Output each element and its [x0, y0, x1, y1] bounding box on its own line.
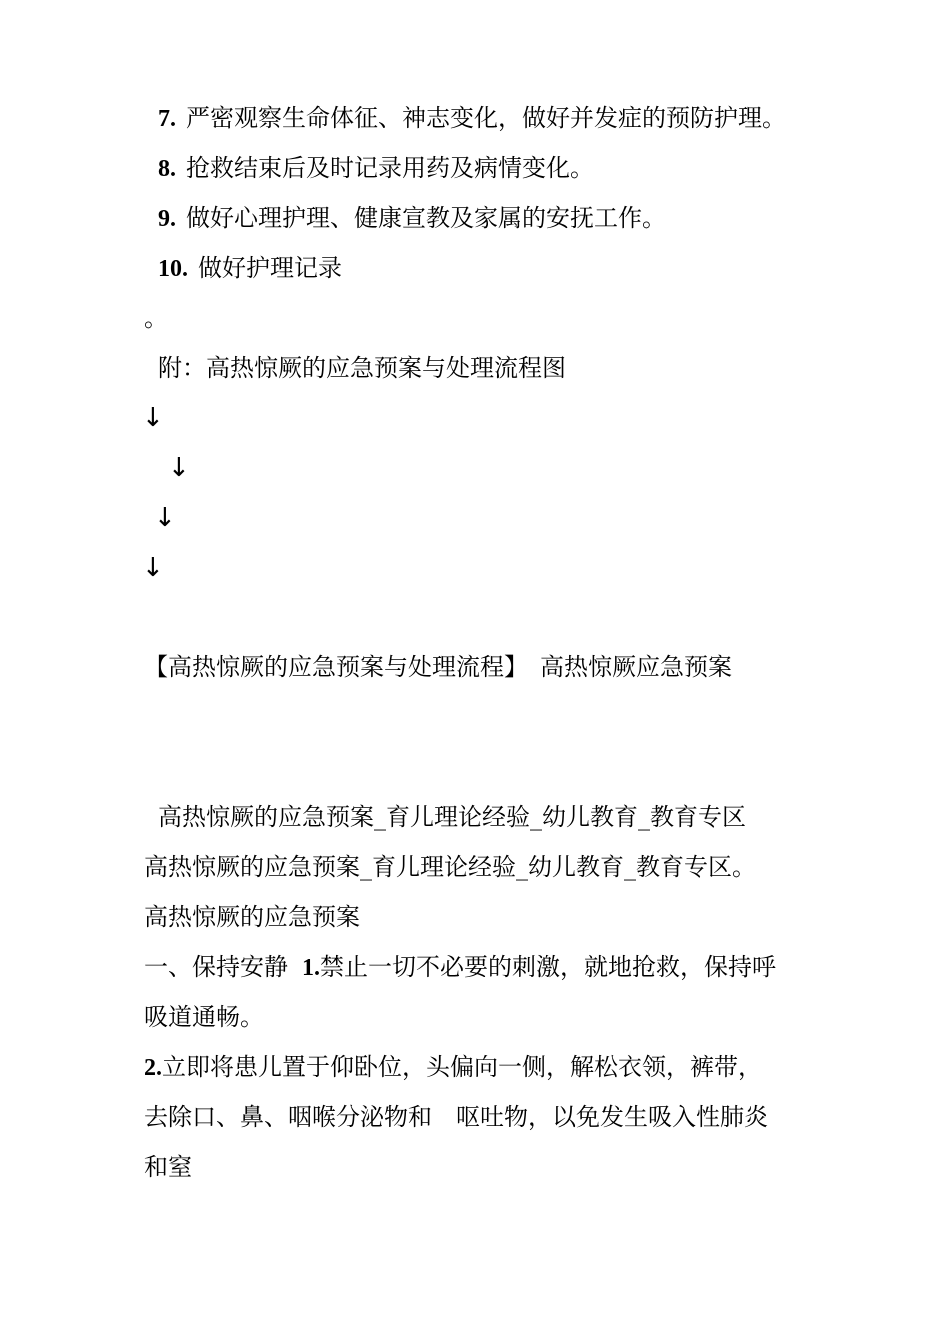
down-arrow-icon: ↓: [168, 453, 190, 483]
step-1: [144, 952, 776, 983]
list-number: 9.: [158, 206, 176, 232]
step-1-number: 1.: [302, 955, 320, 981]
step-2-continued: 和窒: [144, 1153, 192, 1181]
body-line: 高热惊厥的应急预案: [144, 903, 360, 931]
list-text: 做好护理记录: [198, 254, 342, 282]
list-text: 严密观察生命体征、神志变化，做好并发症的预防护理。: [186, 104, 786, 132]
list-number: 7.: [158, 106, 176, 132]
body-line: 高热惊厥的应急预案_育儿理论经验_幼儿教育_教育专区。: [144, 853, 756, 881]
step-2-number: 2.: [144, 1055, 162, 1081]
list-number: 10.: [158, 256, 188, 282]
list-item-8: [158, 153, 594, 184]
appendix-title: 附：高热惊厥的应急预案与处理流程图: [158, 354, 566, 382]
list-item-9: [158, 203, 666, 234]
step-2-continued: 去除口、鼻、咽喉分泌物和 呕吐物，以免发生吸入性肺炎: [144, 1103, 768, 1131]
list-item-7: [158, 103, 786, 134]
down-arrow-icon: ↓: [142, 553, 164, 583]
list-item-10: [158, 253, 342, 284]
down-arrow-icon: ↓: [154, 503, 176, 533]
list-number: 8.: [158, 156, 176, 182]
step-1-prefix: 一、保持安静: [144, 953, 288, 981]
body-line: 高热惊厥的应急预案_育儿理论经验_幼儿教育_教育专区: [158, 803, 746, 831]
step-1-text: 禁止一切不必要的刺激，就地抢救，保持呼: [320, 953, 776, 981]
section-heading: 【高热惊厥的应急预案与处理流程】 高热惊厥应急预案: [144, 653, 732, 681]
step-2: [144, 1052, 762, 1083]
list-text: 抢救结束后及时记录用药及病情变化。: [186, 154, 594, 182]
step-2-text: 立即将患儿置于仰卧位，头偏向一侧，解松衣领，裤带，: [162, 1053, 762, 1081]
list-text: 做好心理护理、健康宣教及家属的安抚工作。: [186, 204, 666, 232]
trailing-period: 。: [144, 304, 168, 332]
down-arrow-icon: ↓: [142, 403, 164, 433]
step-1-continued: 吸道通畅。: [144, 1003, 264, 1031]
